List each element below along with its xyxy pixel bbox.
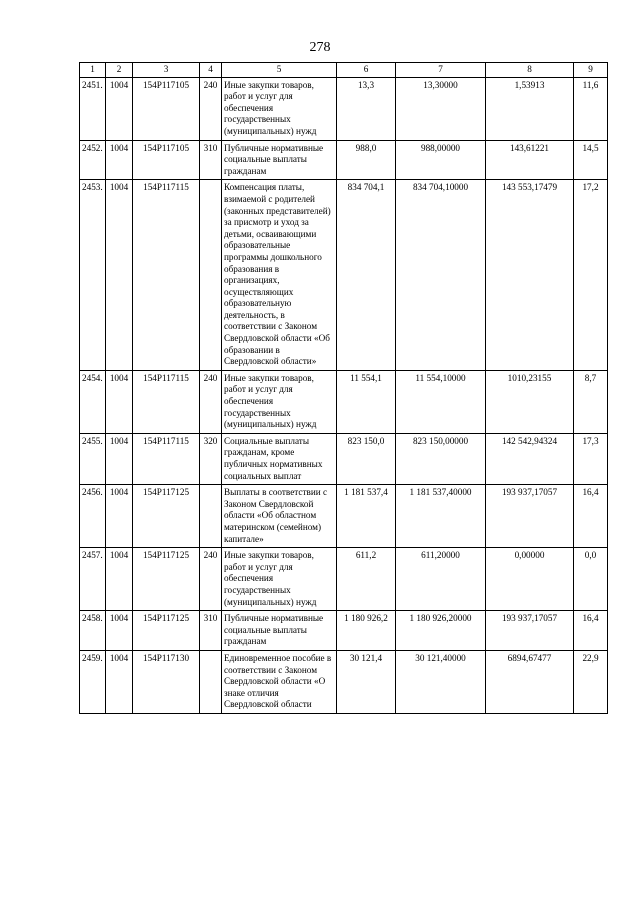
percent-cell: 16,4 xyxy=(574,485,608,548)
plan-amount-precise-cell: 611,20000 xyxy=(396,548,486,611)
section-code-cell: 1004 xyxy=(106,77,133,140)
section-code-cell: 1004 xyxy=(106,650,133,713)
target-code-cell: 154P117125 xyxy=(133,611,200,651)
target-code-cell: 154P117105 xyxy=(133,77,200,140)
plan-amount-cell: 611,2 xyxy=(337,548,396,611)
plan-amount-precise-cell: 13,30000 xyxy=(396,77,486,140)
plan-amount-precise-cell: 988,00000 xyxy=(396,140,486,180)
percent-cell: 17,3 xyxy=(574,433,608,484)
row-number-cell: 2459. xyxy=(80,650,106,713)
table-row xyxy=(80,180,608,371)
plan-amount-cell: 13,3 xyxy=(337,77,396,140)
expense-type-cell: 240 xyxy=(200,370,222,433)
table-row xyxy=(80,611,608,651)
section-code-cell: 1004 xyxy=(106,140,133,180)
percent-cell: 16,4 xyxy=(574,611,608,651)
plan-amount-cell: 1 180 926,2 xyxy=(337,611,396,651)
executed-amount-cell: 6894,67477 xyxy=(486,650,574,713)
table-row xyxy=(80,140,608,180)
col-header: 1 xyxy=(80,63,106,78)
executed-amount-cell: 1010,23155 xyxy=(486,370,574,433)
col-header: 6 xyxy=(337,63,396,78)
table-row xyxy=(80,433,608,484)
row-number-cell: 2453. xyxy=(80,180,106,371)
row-number-cell: 2454. xyxy=(80,370,106,433)
percent-cell: 11,6 xyxy=(574,77,608,140)
description-cell: Публичные нормативные социальные выплаты гражданам xyxy=(222,611,337,651)
plan-amount-precise-cell: 823 150,00000 xyxy=(396,433,486,484)
header-row xyxy=(80,63,608,78)
col-header: 5 xyxy=(222,63,337,78)
executed-amount-cell: 142 542,94324 xyxy=(486,433,574,484)
percent-cell: 22,9 xyxy=(574,650,608,713)
row-number-cell: 2456. xyxy=(80,485,106,548)
expense-type-cell xyxy=(200,650,222,713)
page-number: 278 xyxy=(309,40,331,55)
row-number-cell: 2451. xyxy=(80,77,106,140)
row-number-cell: 2458. xyxy=(80,611,106,651)
executed-amount-cell: 193 937,17057 xyxy=(486,611,574,651)
description-cell: Иные закупки товаров, работ и услуг для обеспечения государственных (муниципальных) нужд xyxy=(222,548,337,611)
plan-amount-cell: 30 121,4 xyxy=(337,650,396,713)
target-code-cell: 154P117115 xyxy=(133,370,200,433)
executed-amount-cell: 193 937,17057 xyxy=(486,485,574,548)
executed-amount-cell: 0,00000 xyxy=(486,548,574,611)
expense-type-cell: 310 xyxy=(200,611,222,651)
percent-cell: 14,5 xyxy=(574,140,608,180)
expense-type-cell: 320 xyxy=(200,433,222,484)
plan-amount-cell: 1 181 537,4 xyxy=(337,485,396,548)
plan-amount-cell: 988,0 xyxy=(337,140,396,180)
plan-amount-precise-cell: 1 180 926,20000 xyxy=(396,611,486,651)
description-cell: Единовременное пособие в соответствии с Законом Свердловской области «О знаке отличия Свердловской области xyxy=(222,650,337,713)
expense-type-cell: 240 xyxy=(200,548,222,611)
table-row xyxy=(80,548,608,611)
table-row xyxy=(80,77,608,140)
expense-type-cell xyxy=(200,180,222,371)
target-code-cell: 154P117130 xyxy=(133,650,200,713)
plan-amount-cell: 11 554,1 xyxy=(337,370,396,433)
plan-amount-precise-cell: 1 181 537,40000 xyxy=(396,485,486,548)
percent-cell: 17,2 xyxy=(574,180,608,371)
row-number-cell: 2455. xyxy=(80,433,106,484)
col-header: 8 xyxy=(486,63,574,78)
target-code-cell: 154P117105 xyxy=(133,140,200,180)
description-cell: Социальные выплаты гражданам, кроме публичных нормативных социальных выплат xyxy=(222,433,337,484)
budget-table xyxy=(79,62,608,714)
description-cell: Иные закупки товаров, работ и услуг для обеспечения государственных (муниципальных) нужд xyxy=(222,370,337,433)
col-header: 3 xyxy=(133,63,200,78)
section-code-cell: 1004 xyxy=(106,433,133,484)
section-code-cell: 1004 xyxy=(106,180,133,371)
percent-cell: 8,7 xyxy=(574,370,608,433)
description-cell: Публичные нормативные социальные выплаты гражданам xyxy=(222,140,337,180)
section-code-cell: 1004 xyxy=(106,370,133,433)
table-row xyxy=(80,650,608,713)
table-row xyxy=(80,485,608,548)
section-code-cell: 1004 xyxy=(106,548,133,611)
description-cell: Выплаты в соответствии с Законом Свердловской области «Об областном материнском (семейном) капитале» xyxy=(222,485,337,548)
col-header: 2 xyxy=(106,63,133,78)
expense-type-cell: 240 xyxy=(200,77,222,140)
executed-amount-cell: 143 553,17479 xyxy=(486,180,574,371)
col-header: 9 xyxy=(574,63,608,78)
executed-amount-cell: 1,53913 xyxy=(486,77,574,140)
plan-amount-cell: 823 150,0 xyxy=(337,433,396,484)
percent-cell: 0,0 xyxy=(574,548,608,611)
plan-amount-precise-cell: 834 704,10000 xyxy=(396,180,486,371)
expense-type-cell xyxy=(200,485,222,548)
description-cell: Иные закупки товаров, работ и услуг для обеспечения государственных (муниципальных) нужд xyxy=(222,77,337,140)
executed-amount-cell: 143,61221 xyxy=(486,140,574,180)
expense-type-cell: 310 xyxy=(200,140,222,180)
row-number-cell: 2452. xyxy=(80,140,106,180)
plan-amount-precise-cell: 11 554,10000 xyxy=(396,370,486,433)
description-cell: Компенсация платы, взимаемой с родителей (законных представителей) за присмотр и уход за детьми, осваивающими образовательные программы дошкольного образования в организациях, осуществляющих образовательную деятельность, в соответствии с Законом Свердловской области «Об образовании в Свердловской области» xyxy=(222,180,337,371)
col-header: 4 xyxy=(200,63,222,78)
section-code-cell: 1004 xyxy=(106,485,133,548)
table-row xyxy=(80,370,608,433)
target-code-cell: 154P117125 xyxy=(133,548,200,611)
target-code-cell: 154P117115 xyxy=(133,180,200,371)
section-code-cell: 1004 xyxy=(106,611,133,651)
plan-amount-cell: 834 704,1 xyxy=(337,180,396,371)
target-code-cell: 154P117125 xyxy=(133,485,200,548)
col-header: 7 xyxy=(396,63,486,78)
row-number-cell: 2457. xyxy=(80,548,106,611)
plan-amount-precise-cell: 30 121,40000 xyxy=(396,650,486,713)
target-code-cell: 154P117115 xyxy=(133,433,200,484)
